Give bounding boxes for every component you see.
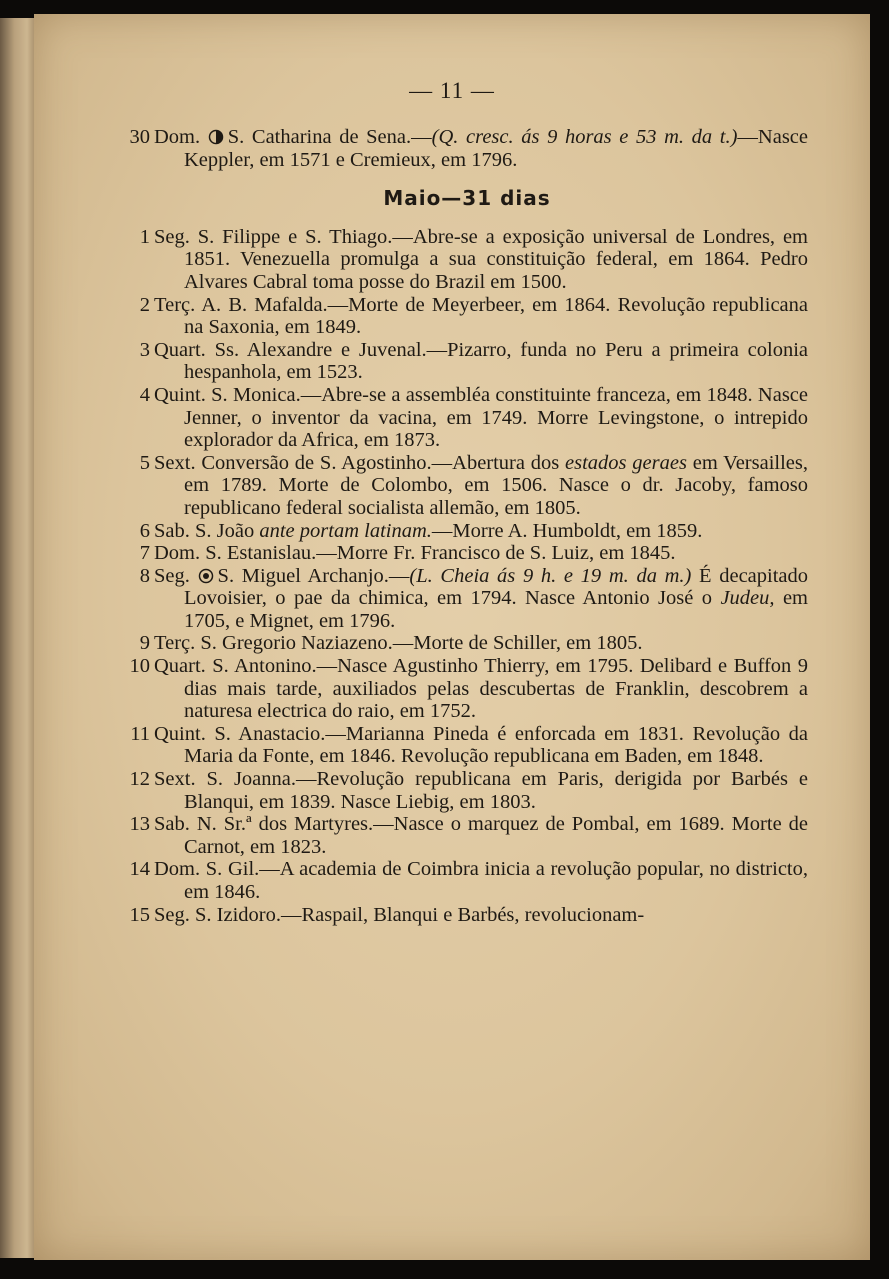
calendar-entry (34, 858, 870, 903)
day-number: 3 (139, 338, 150, 361)
entry-text (154, 452, 808, 520)
text-run: Dom. S. Gil.—A academia de Coimbra inicia a revolução popular, no districto, em 1846. (154, 858, 808, 903)
italic-phrase: (Q. cresc. ás 9 horas e 53 m. da t.) (431, 126, 738, 148)
text-run: S. Miguel Archanjo.— (217, 564, 410, 587)
entry-text (154, 723, 808, 768)
calendar-entry (34, 520, 870, 543)
day-number: 2 (139, 293, 150, 316)
entry-text (154, 542, 808, 565)
entry-text (154, 565, 808, 633)
full-moon-icon (198, 568, 214, 584)
day-number: 1 (139, 225, 150, 248)
entry-text (154, 226, 808, 294)
entry-text (154, 632, 808, 655)
text-run: Seg. S. Filippe e S. Thiago.—Abre-se a exposição universal de Londres, em 1851. Venezuella promulga a sua constituição federal, em 1864. Pedro Alvares Cabral toma posse do Brazil em 1500. (154, 225, 808, 293)
calendar-entry (34, 723, 870, 768)
entry-text (154, 655, 808, 723)
text-run: Quint. S. Monica.—Abre-se a assembléa constituinte franceza, em 1848. Nasce Jenner, o inventor da vacina, em 1749. Morre Levingstone, o intrepido explorador da Africa, em 1873. (154, 383, 808, 452)
text-run: —Nasce Keppler, em 1571 e Cremieux, em 1796. (184, 126, 809, 171)
entry-text (154, 294, 808, 339)
text-run: Sab. S. João (154, 519, 260, 542)
day-number: 11 (130, 722, 150, 745)
calendar-entry (34, 565, 870, 633)
text-run: Sext. S. Joanna.—Revolução republicana em Paris, derigida por Barbés e Blanqui, em 1839. Nasce Liebig, em 1803. (154, 768, 808, 813)
month-heading: Maio—31 dias (383, 186, 551, 211)
calendar-entry (34, 226, 870, 294)
entry-text (154, 126, 808, 171)
text-run: Dom. S. Estanislau.—Morre Fr. Francisco de S. Luiz, em 1845. (154, 542, 676, 565)
entry-text (154, 904, 808, 927)
entry-text (154, 384, 808, 452)
april-entries (34, 126, 870, 171)
day-number: 4 (139, 383, 150, 406)
calendar-entry (34, 452, 870, 520)
day-number: 30 (129, 126, 150, 148)
calendar-entry (34, 384, 870, 452)
calendar-entry (34, 542, 870, 565)
italic-phrase: estados geraes (565, 451, 687, 474)
text-run: Seg. S. Izidoro.—Raspail, Blanqui e Barbés, revolucionam- (154, 903, 645, 926)
day-number: 10 (129, 655, 150, 678)
italic-phrase: Judeu, (720, 587, 775, 610)
page-number: — 11 — (409, 78, 495, 103)
text-run: S. Catharina de Sena.— (227, 126, 432, 148)
text-run: em Versailles, em 1789. Morte de Colombo, em 1506. Nasce o dr. Jacoby, famoso republicano federal socialista allemão, em 1805. (184, 451, 808, 519)
text-run: em 1705, e Mignet, em 1796. (184, 587, 808, 632)
text-run: Dom. (154, 126, 208, 148)
calendar-entry (34, 904, 870, 927)
day-number: 15 (129, 903, 150, 926)
text-run: Terç. S. Gregorio Naziazeno.—Morte de Schiller, em 1805. (154, 632, 643, 655)
text-run: Sext. Conversão de S. Agostinho.—Abertura dos (154, 451, 566, 474)
italic-phrase: ante portam latinam. (259, 519, 432, 542)
day-number: 14 (129, 858, 150, 881)
day-number: 8 (139, 564, 150, 587)
day-number: 7 (139, 542, 150, 565)
quarter-moon-icon (208, 129, 224, 145)
calendar-entry (34, 294, 870, 339)
may-entries (34, 226, 870, 926)
day-number: 6 (139, 519, 150, 542)
calendar-entry (34, 339, 870, 384)
text-run: É decapitado Lovoisier, o pae da chimica, em 1794. Nasce Antonio José o (184, 564, 809, 610)
text-run: Quint. S. Anastacio.—Marianna Pineda é enforcada em 1831. Revolução da Maria da Fonte, em 1846. Revolução republicana em Baden, em 1848. (154, 722, 808, 768)
day-number: 9 (139, 632, 150, 655)
text-run: Quart. S. Antonino.—Nasce Agustinho Thierry, em 1795. Delibard e Buffon 9 dias mais tarde, auxiliados pelas descubertas de Franklin, descobrem a naturesa electrica do raio, em 1752. (154, 655, 808, 723)
calendar-entry (34, 768, 870, 813)
day-number: 13 (129, 813, 150, 836)
day-number: 5 (139, 451, 150, 474)
book-page (34, 14, 870, 1260)
calendar-entry (34, 632, 870, 655)
calendar-entry (34, 126, 870, 171)
text-run: Quart. Ss. Alexandre e Juvenal.—Pizarro, funda no Peru a primeira colonia hespanhola, em 1523. (154, 338, 808, 384)
calendar-entry (34, 655, 870, 723)
calendar-entry (34, 813, 870, 858)
entry-text (154, 339, 808, 384)
text-run: Terç. A. B. Mafalda.—Morte de Meyerbeer, em 1864. Revolução republicana na Saxonia, em 1849. (154, 293, 808, 339)
text-run: Sab. N. Sr.ª dos Martyres.—Nasce o marquez de Pombal, em 1689. Morte de Carnot, em 1823. (154, 813, 808, 858)
entry-text (154, 768, 808, 813)
day-number: 12 (129, 768, 150, 791)
calendar-text (34, 126, 870, 926)
entry-text (154, 858, 808, 903)
book-spine-edge (0, 18, 36, 1258)
entry-text (154, 813, 808, 858)
text-run: —Morre A. Humboldt, em 1859. (431, 519, 703, 542)
text-run: Seg. (154, 564, 198, 587)
entry-text (154, 520, 808, 543)
italic-phrase: (L. Cheia ás 9 h. e 19 m. da m.) (409, 564, 692, 587)
